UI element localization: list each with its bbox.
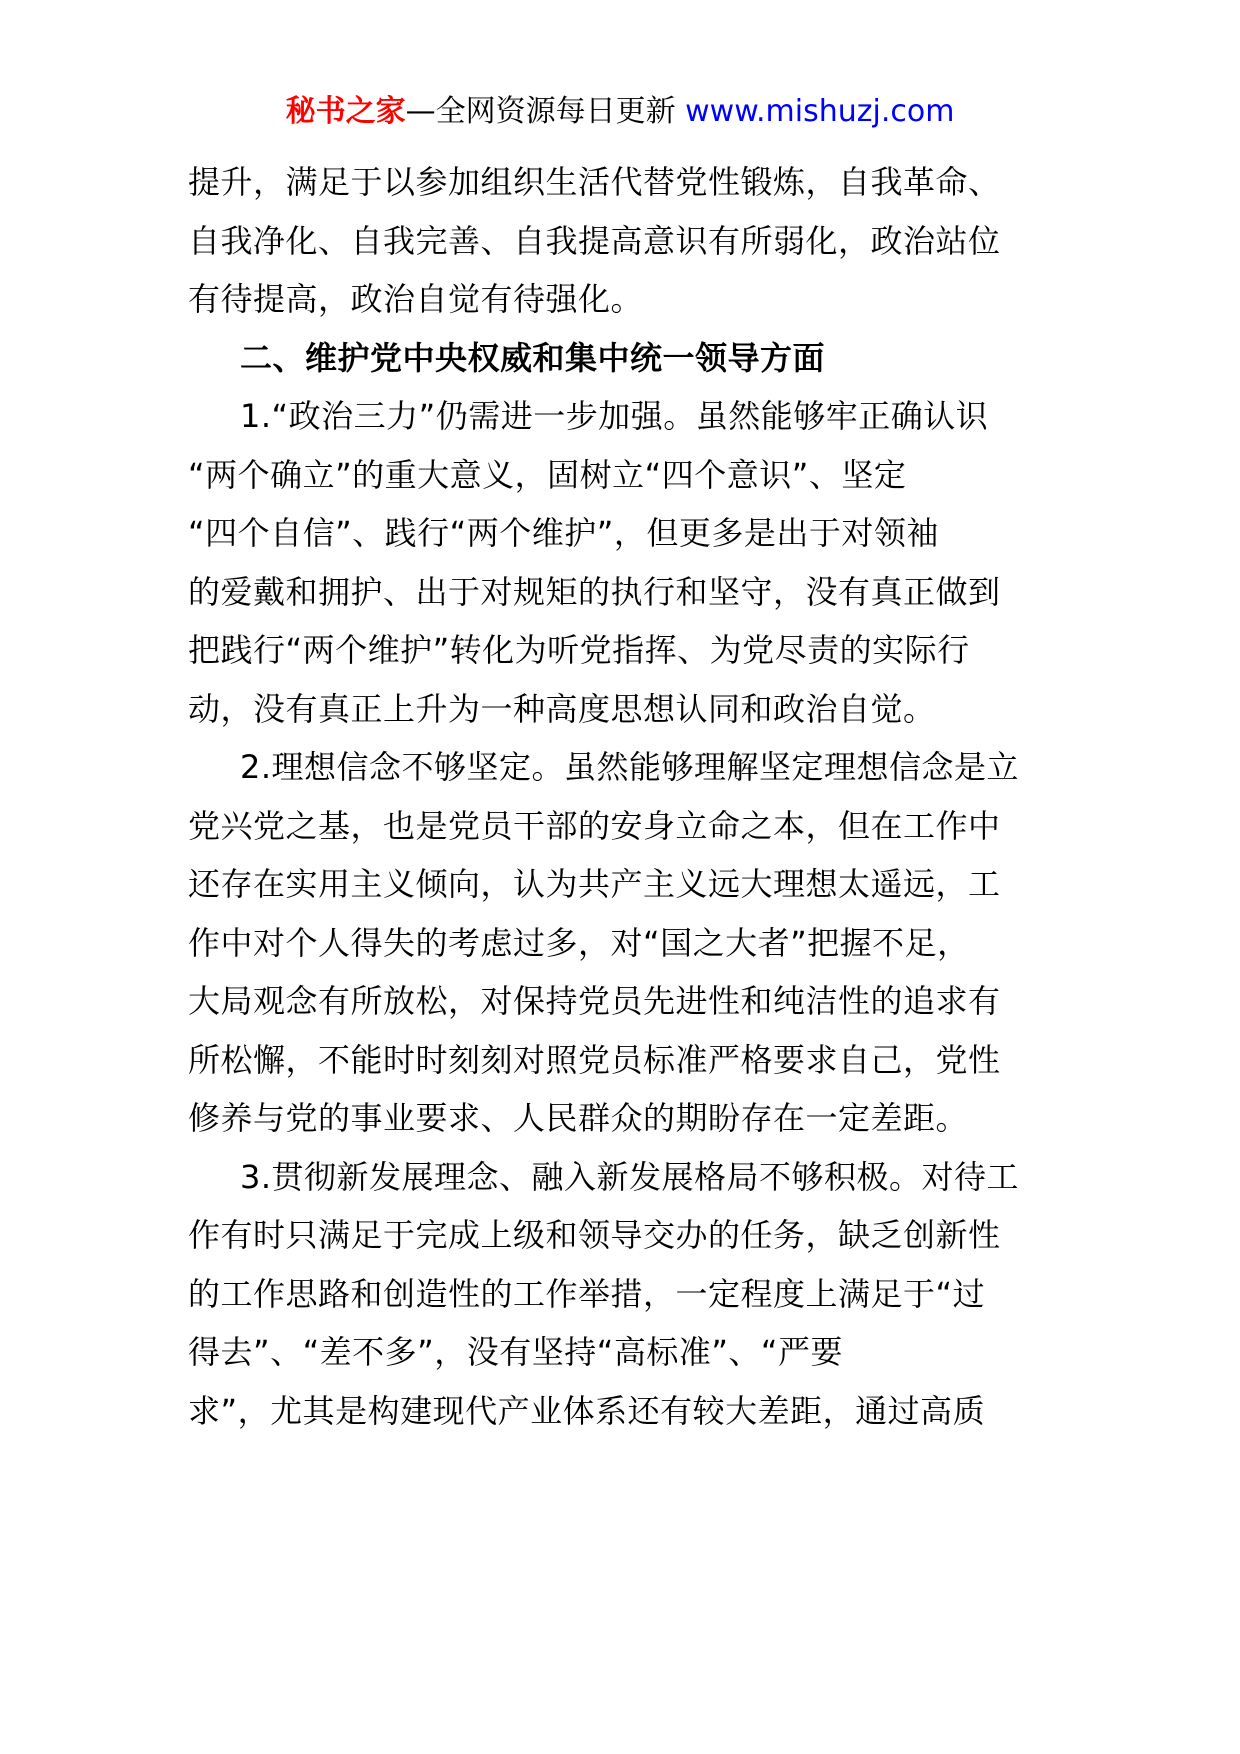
paragraph-line: 还存在实用主义倾向，认为共产主义远大理想太遥远，工 (188, 865, 1001, 903)
paragraph-line: 3.贯彻新发展理念、融入新发展格局不够积极。对待工 (240, 1158, 1020, 1196)
paragraph-line: 求”，尤其是构建现代产业体系还有较大差距，通过高质 (188, 1392, 986, 1430)
paragraph-line: 的爱戴和拥护、出于对规矩的执行和坚守，没有真正做到 (188, 573, 1001, 611)
site-url-link[interactable]: www.mishuzj.com (685, 94, 955, 129)
section-heading: 二、维护党中央权威和集中统一领导方面 (240, 339, 826, 377)
paragraph-line: 动，没有真正上升为一种高度思想认同和政治自觉。 (188, 690, 936, 728)
paragraph-line: 得去”、“差不多”，没有坚持“高标准”、“严要 (188, 1333, 843, 1371)
paragraph-line: 大局观念有所放松，对保持党员先进性和纯洁性的追求有 (188, 982, 1001, 1020)
paragraph-line: 党兴党之基，也是党员干部的安身立命之本，但在工作中 (188, 807, 1001, 845)
paragraph-line: 1.“政治三力”仍需进一步加强。虽然能够牢正确认识 (240, 397, 989, 435)
document-header (0, 92, 1240, 132)
paragraph-line: 自我净化、自我完善、自我提高意识有所弱化，政治站位 (188, 222, 1001, 260)
paragraph-line: 作中对个人得失的考虑过多，对“国之大者”把握不足， (188, 924, 970, 962)
paragraph-line: 把践行“两个维护”转化为听党指挥、为党尽责的实际行 (188, 631, 970, 669)
paragraph-line: 修养与党的事业要求、人民群众的期盼存在一定差距。 (188, 1099, 969, 1137)
paragraph-line: 作有时只满足于完成上级和领导交办的任务，缺乏创新性 (188, 1216, 1001, 1254)
paragraph-line: 所松懈，不能时时刻刻对照党员标准严格要求自己，党性 (188, 1041, 1001, 1079)
header-tagline: —全网资源每日更新 (405, 94, 676, 129)
paragraph-line: 提升，满足于以参加组织生活代替党性锻炼，自我革命、 (188, 163, 1001, 201)
brand-name: 秘书之家 (285, 94, 406, 129)
paragraph-line: 的工作思路和创造性的工作举措，一定程度上满足于“过 (188, 1275, 986, 1313)
paragraph-line: 2.理想信念不够坚定。虽然能够理解坚定理想信念是立 (240, 748, 1020, 786)
paragraph-line: “四个自信”、践行“两个维护”，但更多是出于对领袖 (188, 514, 939, 552)
paragraph-line: “两个确立”的重大意义，固树立“四个意识”、坚定 (188, 456, 907, 494)
paragraph-line: 有待提高，政治自觉有待强化。 (188, 280, 644, 318)
